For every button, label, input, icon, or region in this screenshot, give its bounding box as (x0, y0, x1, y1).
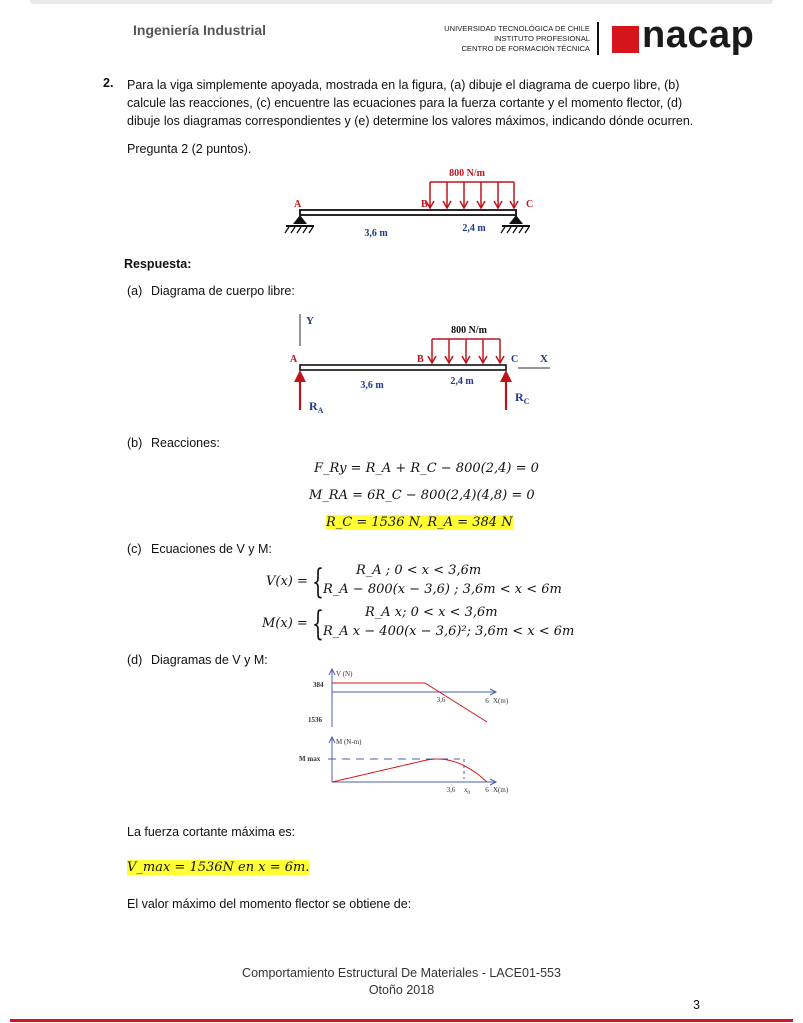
footer-term: Otoño 2018 (368, 983, 435, 997)
free-body-diagram (282, 310, 562, 420)
shear-label: V(x) = (266, 574, 308, 589)
y-axis-label: Y (306, 315, 314, 327)
shear-brace: { (312, 562, 324, 602)
fbd-span-ab: 3,6 m (360, 380, 384, 391)
part-c-title: Ecuaciones de V y M: (151, 542, 272, 556)
shear-case-1: R_A ; 0 < x < 3,6m (356, 563, 482, 578)
moment-case-2: R_A x − 400(x − 3,6)²; 3,6m < x < 6m (323, 624, 575, 639)
reactions-result: R_C = 1536 N, R_A = 384 N (326, 515, 513, 530)
shear-moment-diagrams (290, 665, 540, 805)
x-axis-label: X (540, 353, 548, 365)
answer-heading: Respuesta: (124, 257, 192, 271)
label-a: A (294, 199, 302, 210)
header-divider (597, 22, 599, 55)
inacap-logo (612, 14, 762, 62)
fbd-beam (300, 365, 506, 370)
label-b: B (421, 199, 428, 210)
part-d-title: Diagramas de V y M: (151, 653, 268, 667)
part-b-title: Reacciones: (151, 436, 220, 450)
equation-moment-sum: M_RA = 6R_C − 800(2,4)(4,8) = 0 (309, 488, 535, 503)
max-shear-result: V_max = 1536N en x = 6m. (127, 860, 310, 875)
top-border (30, 0, 773, 4)
reaction-a-label: $R_A$ (309, 399, 324, 415)
load-arrows (426, 182, 518, 208)
fbd-label-b: B (417, 354, 424, 365)
logo-text: nacap (642, 14, 755, 56)
beam-figure (280, 160, 550, 242)
m-tick-36: 3,6 (446, 786, 456, 794)
max-moment-intro: El valor máximo del momento flector se obtiene de: (127, 897, 412, 911)
fbd-load-arrows (428, 339, 504, 363)
label-c: C (526, 199, 534, 210)
v-tick-36: 3,6 (436, 696, 446, 704)
question-number: 2. (103, 76, 114, 90)
reaction-arrow-c (500, 370, 512, 410)
institution-line: INSTITUTO PROFESIONAL (493, 34, 590, 43)
logo-red-square (612, 26, 639, 53)
moment-label: M(x) = (262, 616, 308, 631)
v-tick-6: 6 (485, 697, 489, 705)
v-value-384: 384 (313, 681, 324, 689)
v-value-1536: 1536 (308, 716, 322, 724)
moment-case-1: R_A x; 0 < x < 3,6m (365, 605, 498, 620)
span-bc-label: 2,4 m (462, 223, 486, 234)
m-tick-x0: $x_0$ (464, 786, 470, 796)
program-title: Ingeniería Industrial (133, 22, 267, 38)
part-d-number: (d) (127, 653, 143, 667)
fbd-load-label: 800 N/m (451, 325, 487, 336)
m-max-label: M max (299, 755, 321, 763)
support-a (285, 215, 314, 233)
question-points: Pregunta 2 (2 puntos). (127, 142, 252, 156)
m-tick-6: 6 (485, 786, 489, 794)
part-c-number: (c) (127, 542, 142, 556)
part-b-number: (b) (127, 436, 143, 450)
m-x-label: X(m) (493, 786, 509, 794)
institution-line: UNIVERSIDAD TECNOLÓGICA DE CHILE (444, 24, 590, 33)
part-a-title: Diagrama de cuerpo libre: (151, 284, 295, 298)
part-a-number: (a) (127, 284, 143, 298)
v-axis-label: V (N) (336, 670, 353, 678)
reaction-arrow-a (294, 370, 306, 410)
shear-case-2: R_A − 800(x − 3,6) ; 3,6m < x < 6m (323, 582, 562, 597)
equation-force-sum: F_Ry = R_A + R_C − 800(2,4) = 0 (314, 461, 539, 476)
v-x-label: X(m) (493, 697, 509, 705)
fbd-span-bc: 2,4 m (450, 376, 474, 387)
max-shear-intro: La fuerza cortante máxima es: (127, 825, 296, 839)
question-text: Para la viga simplemente apoyada, mostrada en la figura, (a) dibuje el diagrama de cuerpo libre, (b) calcule las reacciones, (c) encuentre las ecuaciones para la fuerza cortante y el momento flector, (d) dibuje los diagramas correspondientes y (e) determine los valores máximos, indicando dónde ocurren. (127, 78, 694, 128)
footer-course: Comportamiento Estructural De Materiales - LACE01-553 (242, 966, 561, 980)
institution-block (430, 24, 590, 54)
page-number: 3 (693, 998, 700, 1012)
bottom-red-line (10, 1019, 793, 1022)
fbd-label-c: C (511, 354, 519, 365)
support-c (501, 215, 530, 233)
fbd-label-a: A (290, 354, 298, 365)
institution-line: CENTRO DE FORMACIÓN TÉCNICA (461, 44, 590, 53)
footer (0, 965, 803, 999)
span-ab-label: 3,6 m (364, 228, 388, 239)
beam (300, 210, 516, 215)
m-axis-label: M (N-m) (336, 738, 362, 746)
shear-line (332, 683, 487, 722)
reaction-c-label: $R_C$ (515, 390, 530, 406)
load-label: 800 N/m (449, 168, 485, 179)
moment-brace: { (312, 604, 324, 644)
